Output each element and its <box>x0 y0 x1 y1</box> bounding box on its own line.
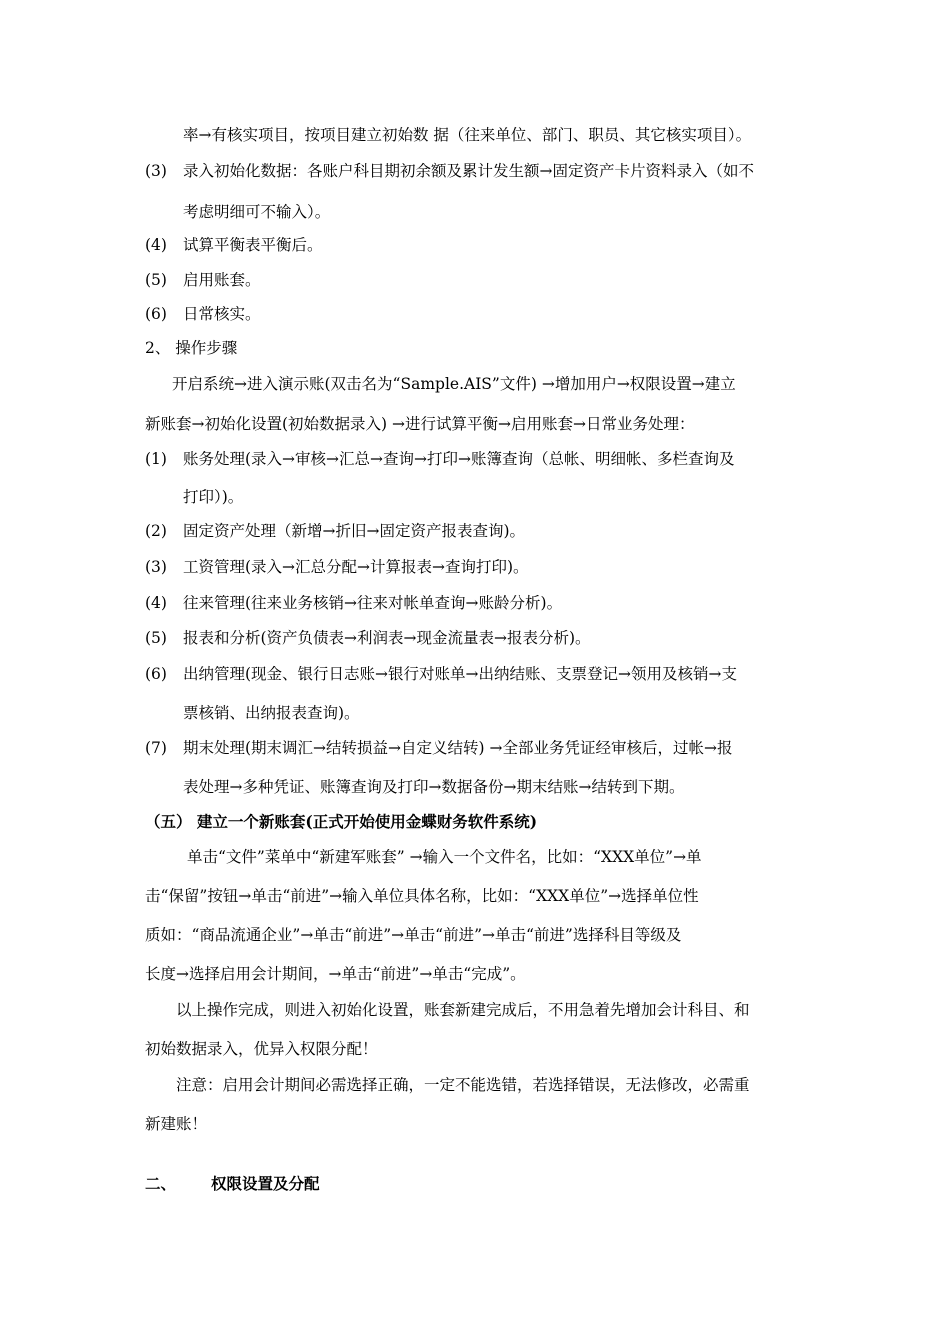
list-item: (1) 账务处理(录入→审核→汇总→查询→打印→账簿查询（总帐、明细帐、多栏查询及 <box>145 450 735 468</box>
paragraph-line: 率→有核实项目，按项目建立初始数 据（往来单位、部门、职员、其它核实项目）。 <box>183 126 752 144</box>
paragraph-line: 初始数据录入，优异入权限分配！ <box>145 1040 378 1058</box>
paragraph-line: 长度→选择启用会计期间，→单击“前进”→单击“完成”。 <box>145 965 526 983</box>
list-item-continuation: 票核销、出纳报表查询)。 <box>183 704 360 722</box>
paragraph-line: 开启系统→进入演示账(双击名为“Sample.AIS”文件) →增加用户→权限设置→建立 <box>172 375 736 393</box>
paragraph-line: 新账套→初始化设置(初始数据录入) →进行试算平衡→启用账套→日常业务处理： <box>145 415 695 433</box>
list-item: (4) 往来管理(往来业务核销→往来对帐单查询→账龄分析)。 <box>145 594 563 612</box>
paragraph-line: 击“保留”按钮→单击“前进”→输入单位具体名称，比如：“XXX单位”→选择单位性 <box>145 887 699 905</box>
list-item-continuation: 考虑明细可不输入）。 <box>183 203 331 221</box>
section-heading: （五） 建立一个新账套(正式开始使用金蝶财务软件系统) <box>145 812 538 831</box>
section-heading: 2、 操作步骤 <box>145 339 238 357</box>
list-item: (2) 固定资产处理（新增→折旧→固定资产报表查询)。 <box>145 522 526 540</box>
list-item: (6) 出纳管理(现金、银行日志账→银行对账单→出纳结账、支票登记→领用及核销→支 <box>145 665 737 683</box>
paragraph-line: 质如：“商品流通企业”→单击“前进”→单击“前进”→单击“前进”选择科目等级及 <box>145 926 682 944</box>
paragraph-line: 单击“文件”菜单中“新建军账套” →输入一个文件名，比如：“XXX单位”→单 <box>187 848 702 866</box>
paragraph-line: 新建账！ <box>145 1115 208 1133</box>
list-item-continuation: 表处理→多种凭证、账簿查询及打印→数据备份→期末结账→结转到下期。 <box>183 778 685 796</box>
list-item: (3) 工资管理(录入→汇总分配→计算报表→查询打印)。 <box>145 558 529 576</box>
paragraph-line: 注意：启用会计期间必需选择正确，一定不能选错，若选择错误，无法修改，必需重 <box>176 1076 750 1094</box>
list-item-continuation: 打印）)。 <box>183 488 244 506</box>
list-item: (5) 启用账套。 <box>145 271 261 289</box>
list-item: (7) 期末处理(期末调汇→结转损益→自定义结转) →全部业务凭证经审核后，过帐→报 <box>145 739 733 757</box>
paragraph-line: 以上操作完成，则进入初始化设置，账套新建完成后，不用急着先增加会计科目、和 <box>176 1001 750 1019</box>
list-item: (6) 日常核实。 <box>145 305 261 323</box>
list-item: (3) 录入初始化数据：各账户科目期初余额及累计发生额→固定资产卡片资料录入（如不 <box>145 162 754 180</box>
list-item: (5) 报表和分析(资产负债表→利润表→现金流量表→报表分析)。 <box>145 629 591 647</box>
section-heading: 二、 权限设置及分配 <box>145 1174 320 1193</box>
list-item: (4) 试算平衡表平衡后。 <box>145 236 323 254</box>
